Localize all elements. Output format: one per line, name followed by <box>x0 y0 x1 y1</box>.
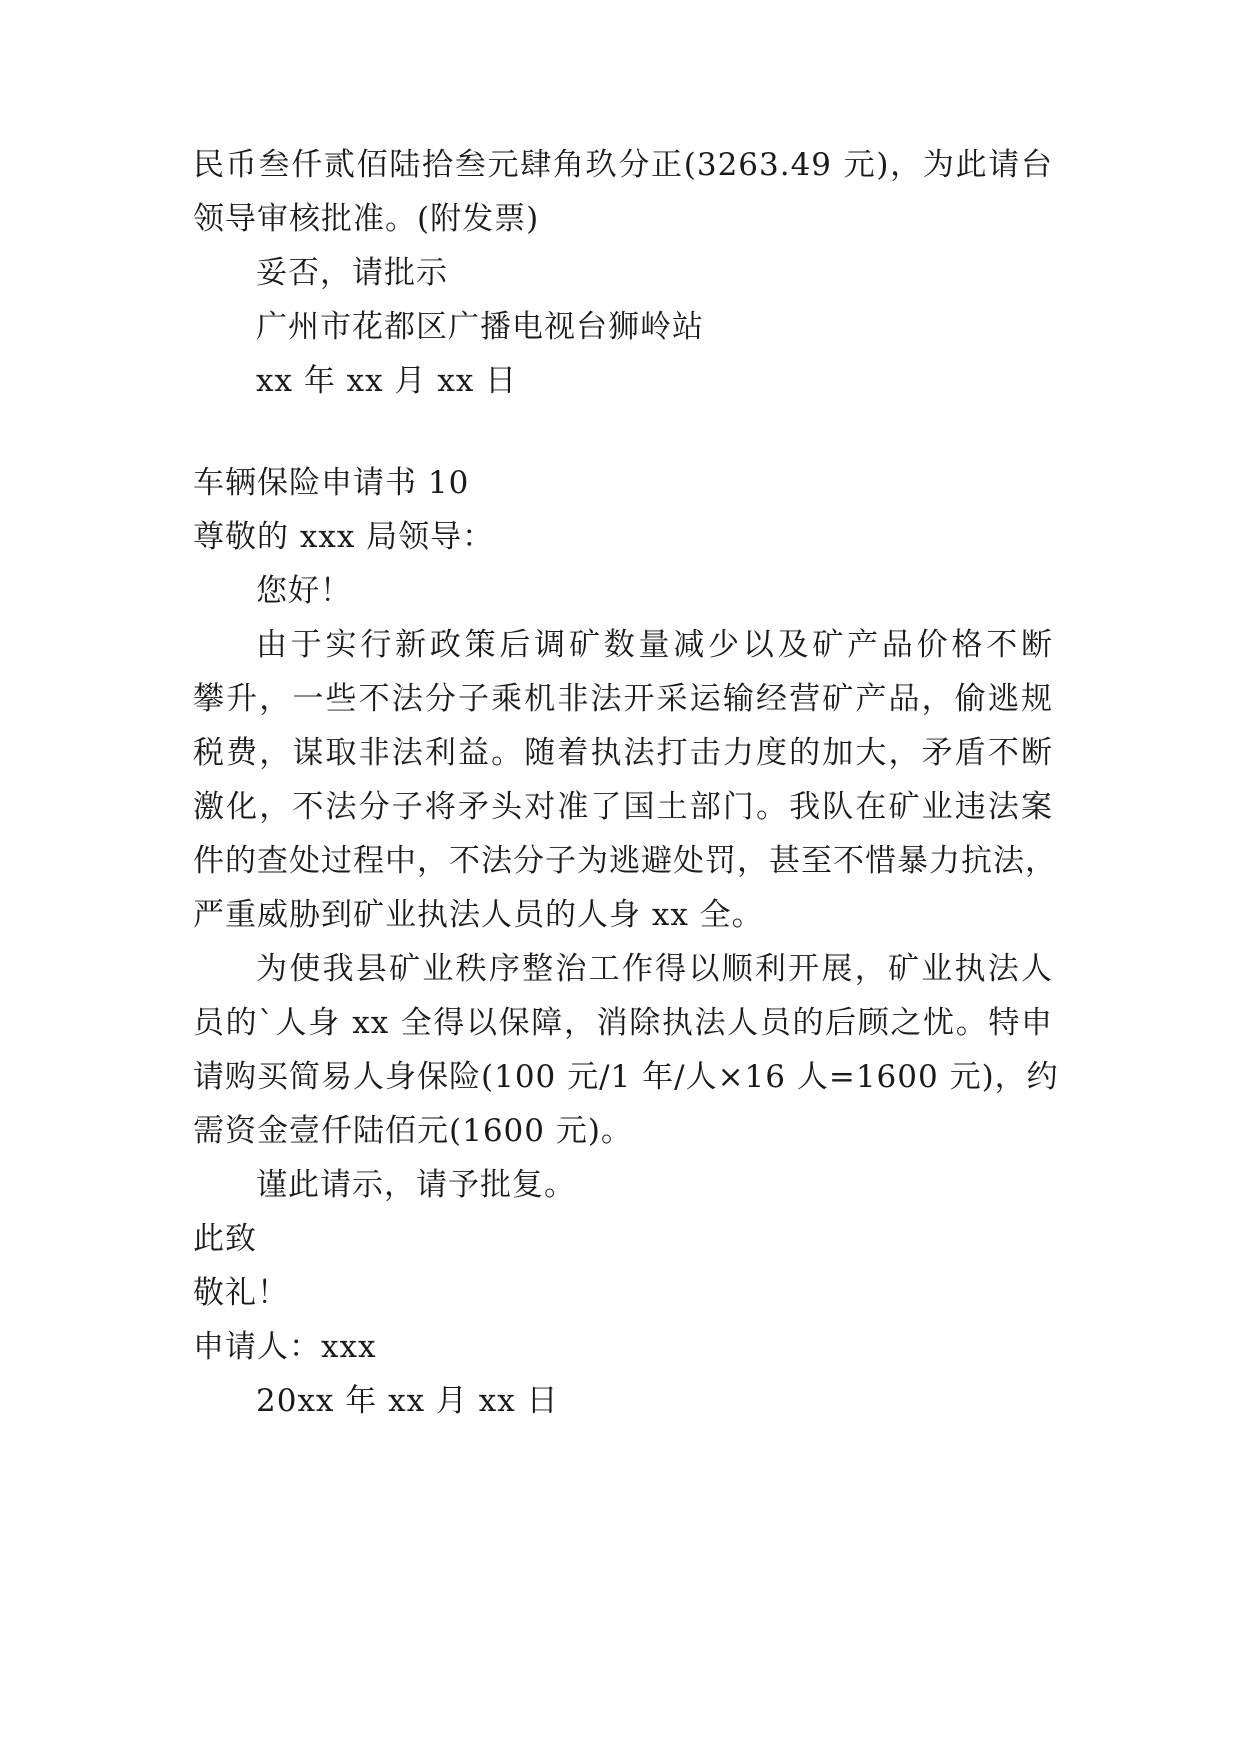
paragraph-line: 请购买简易人身保险(100 元/1 年/人×16 人=1600 元)，约 <box>193 1059 1059 1095</box>
paragraph-line: 为使我县矿业秩序整治工作得以顺利开展，矿业执法人 <box>256 951 1053 987</box>
paragraph-line: 由于实行新政策后调矿数量减少以及矿产品价格不断 <box>256 627 1053 663</box>
date-line: 20xx 年 xx 月 xx 日 <box>256 1383 559 1419</box>
paragraph-line: 激化，不法分子将矛头对准了国土部门。我队在矿业违法案 <box>193 789 1053 825</box>
closing-jingli: 敬礼！ <box>193 1275 289 1311</box>
paragraph-line: 民币叁仟贰佰陆拾叁元肆角玖分正(3263.49 元)，为此请台 <box>193 147 1053 183</box>
greeting: 您好！ <box>256 573 352 609</box>
paragraph-line: 攀升，一些不法分子乘机非法开采运输经营矿产品，偷逃规 <box>193 681 1053 717</box>
closing-line: 妥否，请批示 <box>256 255 448 291</box>
request-line: 谨此请示，请予批复。 <box>256 1167 576 1203</box>
paragraph-line: 领导审核批准。(附发票) <box>193 201 540 237</box>
paragraph-line: 员的`人身 xx 全得以保障，消除执法人员的后顾之忧。特申 <box>193 1005 1053 1041</box>
organization-name: 广州市花都区广播电视台狮岭站 <box>256 309 704 345</box>
closing-cizhi: 此致 <box>193 1221 257 1257</box>
paragraph-line: 严重威胁到矿业执法人员的人身 xx 全。 <box>193 897 764 933</box>
salutation: 尊敬的 xxx 局领导： <box>193 519 495 555</box>
section-title: 车辆保险申请书 10 <box>193 465 470 501</box>
paragraph-line: 税费，谋取非法利益。随着执法打击力度的加大，矛盾不断 <box>193 735 1053 771</box>
paragraph-line: 件的查处过程中，不法分子为逃避处罚，甚至不惜暴力抗法， <box>193 843 1057 879</box>
date-line: xx 年 xx 月 xx 日 <box>256 363 518 399</box>
applicant-line: 申请人：xxx <box>193 1329 377 1365</box>
paragraph-line: 需资金壹仟陆佰元(1600 元)。 <box>193 1113 633 1149</box>
